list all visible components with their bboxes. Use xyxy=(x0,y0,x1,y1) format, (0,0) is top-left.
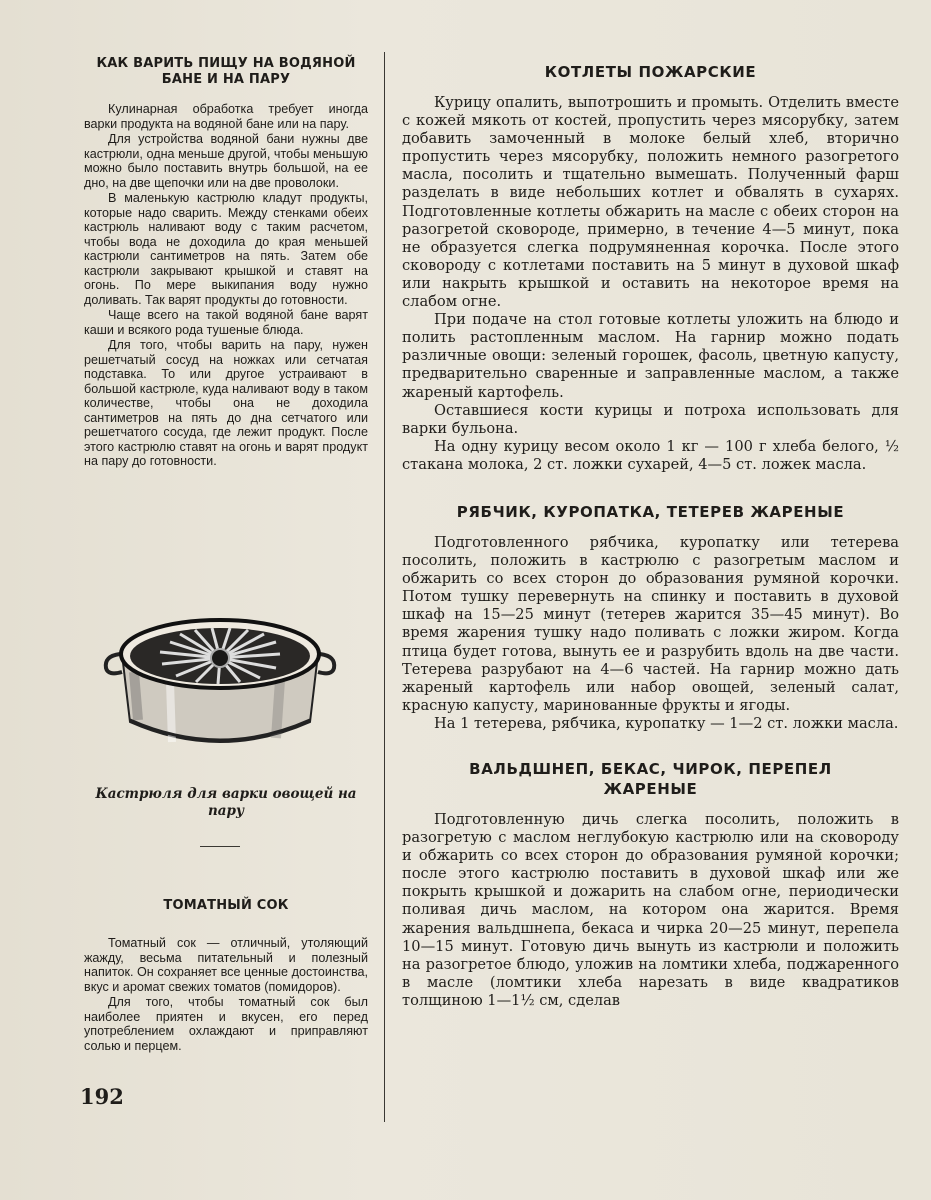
paragraph: Для того, чтобы томатный сок был наиболее приятен и вкусен, его перед употреблением охлаждают и приправляют солью и перцем. xyxy=(84,995,368,1053)
page-number: 192 xyxy=(80,1084,124,1109)
paragraph: На 1 тетерева, рябчика, куропатку — 1—2 ст. ложки масла. xyxy=(434,714,899,732)
paragraph: Подготовленного рябчика, куропатку или тетерева посолить, положить в кастрюлю с разогретым маслом и обжарить со всех сторон до образования румяной корочки. Потом тушку перевернуть на спинку и поставить в духовой шкаф на 15—25 минут (тетерев жарится 35—45 минут). Во время жарения тушку надо поливать с ложки жиром. Когда птица будет готова, вынуть ее и разрубить вдоль на две части. Тетерева разрубают на 4—6 частей. На гарнир можно дать жареный картофель или набор овощей, зеленый салат, красную капусту, маринованные фрукты и ягоды. xyxy=(402,533,899,714)
paragraph: Кулинарная обработка требует иногда варки продукта на водяной бане или на пару. xyxy=(84,102,368,131)
illustration-caption: Кастрюля для варки овощей на пару xyxy=(95,786,357,819)
paragraph: Для устройства водяной бани нужны две кастрюли, одна меньше другой, чтобы меньшую можно было поставить внутрь большой, на ее дно, на две щепочки или на две проволоки. xyxy=(84,132,368,190)
section-title-water-bath: КАК ВАРИТЬ ПИЩУ НА ВОДЯНОЙ БАНЕ И НА ПАРУ xyxy=(96,56,356,87)
paragraph: Оставшиеся кости курицы и потроха использовать для варки бульона. xyxy=(402,401,899,437)
paragraph: При подаче на стол готовые котлеты уложить на блюдо и полить растопленным маслом. На гарнир можно подать различные овощи: зеленый горошек, фасоль, цветную капусту, предварительно сваренные и заправленные маслом, а также жареный картофель. xyxy=(402,311,899,401)
section-title-grouse-roasted: РЯБЧИК, КУРОПАТКА, ТЕТЕРЕВ ЖАРЕНЫЕ xyxy=(456,502,845,521)
paragraph: Подготовленную дичь слегка посолить, положить в разогретую с маслом неглубокую кастрюлю или на сковороду и обжарить со всех сторон до образования румяной корочки; после этого кастрюлю поставить в духовой шкаф или же покрыть крышкой и дожарить на слабом огне, периодически поливая дичь маслом, на котором она жарится. Время жарения вальдшнепа, бекаса и чирка 20—25 минут, перепела 10—15 минут. Готовую дичь вынуть из кастрюли и положить на разогретое блюдо, уложив на ломтики хлеба, поджаренного в масле (ломтики хлеба нарезать в виде квадратиков толщиною 1—1½ см, сделав xyxy=(402,811,899,1009)
paragraph: Курицу опалить, выпотрошить и промыть. Отделить вместе с кожей мякоть от костей, пропустить через мясорубку, затем добавить замоченный в молоке белый хлеб, вторично пропустить через мясорубку, положить немного разогретого масла, посолить и тщательно вымешать. Полученный фарш разделать в виде небольших котлет и обвалять в сухарях. Подготовленные котлеты обжарить на масле с обеих сторон на разогретой сковороде, примерно, в течение 4—5 минут, пока не образуется слегка подрумяненная корочка. После этого сковороду с котлетами поставить на 5 минут в духовой шкаф или накрыть крышкой и оставить на некоторое время на слабом огне. xyxy=(402,94,899,311)
paragraph: На одну курицу весом около 1 кг — 100 г хлеба белого, ½ стакана молока, 2 ст. ложки сухарей, 4—5 ст. ложек масла. xyxy=(402,437,899,473)
paragraph: В маленькую кастрюлю кладут продукты, которые надо сварить. Между стенками обеих кастрюль наливают воду с таким расчетом, чтобы вода не доходила до края меньшей кастрюли сантиметров на пять. Затем обе кастрюли закрывают крышкой и ставят на огонь. По мере выкипания воду нужно доливать. Так варят продукты до готовности. xyxy=(84,191,368,307)
separator-line xyxy=(200,846,240,847)
section-title-woodcock-roasted: ВАЛЬДШНЕП, БЕКАС, ЧИРОК, ПЕРЕПЕЛ ЖАРЕНЫЕ xyxy=(469,760,832,798)
paragraph: Чаще всего на такой водяной бане варят каши и всякого рода тушеные блюда. xyxy=(84,308,368,337)
left-column xyxy=(84,56,368,470)
paragraph: Для того, чтобы варить на пару, нужен решетчатый сосуд на ножках или сетчатая подставка. То или другое устраивают в большой кастрюле, куда наливают воду в таком количестве, чтобы она не доходила сантиметров на пять до дна сетчатого или решетчатого сосуда, где лежит продукт. После этого кастрюлю ставят на огонь и варят продукт на пару до готовности. xyxy=(84,338,368,468)
section-title-tomato-juice: ТОМАТНЫЙ СОК xyxy=(163,898,289,913)
section-title-pozharsky-cutlets: КОТЛЕТЫ ПОЖАРСКИЕ xyxy=(544,63,757,81)
paragraph: Томатный сок — отличный, утоляющий жажду, весьма питательный и полезный напиток. Он сохраняет все ценные достоинства, вкус и аромат свежих томатов (помидоров). xyxy=(84,936,368,994)
right-column xyxy=(402,62,899,1010)
column-divider xyxy=(384,52,385,1122)
tomato-juice-section xyxy=(84,898,368,1054)
steamer-pot-illustration xyxy=(100,602,340,762)
